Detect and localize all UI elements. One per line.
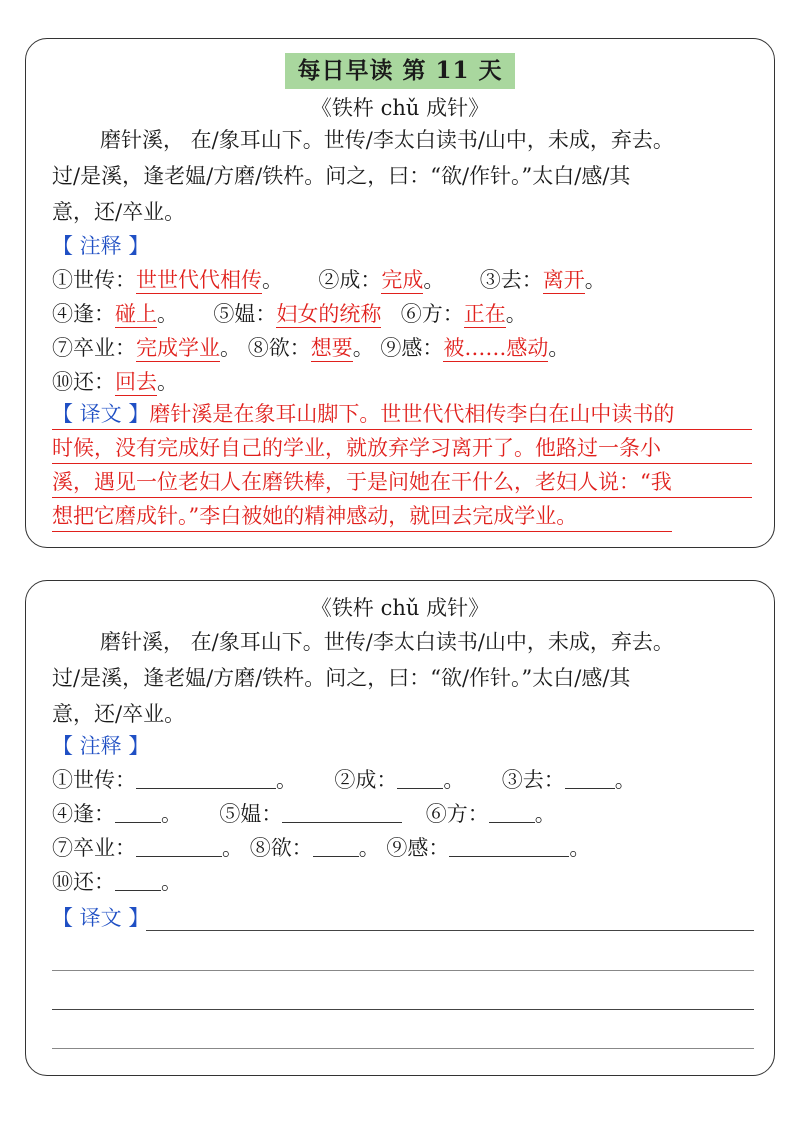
note-term: 世传： [73, 268, 136, 292]
note-num: ⑩ [52, 370, 73, 394]
note-answer: 完成学业 [136, 336, 220, 360]
note-term: 还： [73, 870, 115, 894]
passage-title: 《铁杵 chǔ 成针》 [310, 96, 490, 120]
blank-tail: 。 [534, 802, 556, 826]
note-tail: 。 [352, 336, 374, 360]
note-term: 成： [355, 768, 398, 792]
note-tail: 。 [423, 268, 445, 292]
note-term: 卒业： [73, 836, 136, 860]
passage-line-2: 过/是溪，逢老媪/方磨/铁杵。问之，曰：“欲/作针。”太白/感/其 [52, 164, 631, 188]
note-num: ⑤ [219, 802, 241, 826]
note-num: ⑦ [52, 836, 73, 860]
answer-blank[interactable] [136, 768, 276, 789]
note-tail: 。 [548, 336, 570, 360]
blank-tail: 。 [161, 870, 182, 894]
note-tail: 。 [584, 268, 606, 292]
answer-blank[interactable] [397, 768, 443, 789]
blank-tail: 。 [614, 768, 636, 792]
answer-card [25, 38, 775, 548]
answer-blank[interactable] [313, 836, 359, 857]
translation-blank-line-1[interactable] [146, 930, 754, 931]
blank-tail: 。 [443, 768, 465, 792]
note-num: ⑥ [400, 302, 422, 326]
page-title: 每日早读 第 11 天 [285, 53, 514, 89]
note-term: 方： [446, 802, 489, 826]
answer-blank[interactable] [115, 802, 161, 823]
note-term: 去： [500, 268, 543, 292]
translation-line-3: 溪，遇见一位老妇人在磨铁棒，于是问她在干什么，老妇人说：“我 [52, 469, 752, 498]
note-answer: 想要 [310, 336, 353, 360]
passage-line-2: 过/是溪，逢老媪/方磨/铁杵。问之，曰：“欲/作针。”太白/感/其 [52, 666, 631, 690]
note-term: 还： [73, 370, 115, 394]
notes-row-3 [52, 335, 569, 361]
note-answer: 世世代代相传 [136, 268, 262, 292]
note-term: 世传： [73, 768, 136, 792]
translation-blank-line-3[interactable] [52, 1009, 754, 1010]
note-num: ⑨ [380, 336, 402, 360]
notes-heading: 【 注释 】 [52, 734, 150, 758]
note-term: 逢： [73, 302, 115, 326]
note-term: 方： [421, 302, 464, 326]
note-num: ④ [52, 802, 73, 826]
note-num: ④ [52, 302, 73, 326]
note-tail: 。 [157, 370, 178, 394]
passage-line-1: 磨针溪， 在/象耳山下。世传/李太白读书/山中，未成，弃去。 [100, 128, 674, 152]
note-answer: 妇女的统称 [276, 302, 382, 326]
translation-heading: 【 译文 】 [52, 906, 150, 930]
blank-tail: 。 [358, 836, 380, 860]
notes-row-4 [52, 369, 178, 395]
translation-line-4: 想把它磨成针。”李白被她的精神感动，就回去完成学业。 [52, 503, 672, 532]
note-term: 成： [339, 268, 382, 292]
translation-line-1 [52, 401, 752, 430]
passage-line-1: 磨针溪， 在/象耳山下。世传/李太白读书/山中，未成，弃去。 [100, 630, 674, 654]
blank-row-4 [52, 869, 182, 895]
note-answer: 离开 [542, 268, 585, 292]
note-term: 卒业： [73, 336, 136, 360]
blank-tail: 。 [276, 768, 297, 792]
translation-line-2: 时候，没有完成好自己的学业，就放弃学习离开了。他路过一条小 [52, 435, 752, 464]
note-term: 媪： [234, 302, 277, 326]
note-term: 欲： [268, 336, 311, 360]
note-num: ⑧ [249, 836, 271, 860]
note-num: ⑩ [52, 870, 73, 894]
note-num: ③ [501, 768, 523, 792]
blank-row-3 [52, 835, 590, 861]
note-term: 感： [401, 336, 444, 360]
blank-row-2 [52, 801, 556, 827]
note-term: 逢： [73, 802, 115, 826]
note-term: 媪： [240, 802, 283, 826]
note-tail: 。 [220, 336, 241, 360]
worksheet-card [25, 580, 775, 1076]
passage-line-3: 意，还/卒业。 [52, 702, 186, 726]
notes-row-2 [52, 301, 527, 327]
translation-blank-line-2[interactable] [52, 970, 754, 971]
note-num: ⑤ [213, 302, 235, 326]
answer-blank[interactable] [136, 836, 222, 857]
blank-tail: 。 [161, 802, 182, 826]
blank-tail: 。 [569, 836, 591, 860]
answer-blank[interactable] [115, 870, 161, 891]
note-tail: 。 [262, 268, 283, 292]
note-num: ⑨ [386, 836, 408, 860]
translation-blank-line-4[interactable] [52, 1048, 754, 1049]
note-answer: 完成 [381, 268, 424, 292]
note-answer: 被……感动 [443, 336, 549, 360]
note-tail: 。 [157, 302, 178, 326]
note-term: 去： [522, 768, 565, 792]
note-answer: 正在 [463, 302, 506, 326]
notes-heading: 【 注释 】 [52, 234, 150, 258]
note-num: ① [52, 268, 73, 292]
blank-tail: 。 [222, 836, 243, 860]
note-term: 感： [407, 836, 450, 860]
answer-blank[interactable] [282, 802, 402, 823]
translation-heading: 【 译文 】 [52, 402, 150, 426]
answer-blank[interactable] [565, 768, 615, 789]
answer-blank[interactable] [489, 802, 535, 823]
note-num: ③ [479, 268, 501, 292]
note-answer: 碰上 [115, 302, 157, 326]
note-num: ⑥ [425, 802, 447, 826]
blank-row-1 [52, 767, 636, 793]
note-num: ② [318, 268, 340, 292]
note-num: ② [334, 768, 356, 792]
note-num: ① [52, 768, 73, 792]
note-tail: 。 [505, 302, 527, 326]
passage-title: 《铁杵 chǔ 成针》 [310, 596, 490, 620]
note-num: ⑧ [247, 336, 269, 360]
passage-line-3: 意，还/卒业。 [52, 200, 186, 224]
translation-text: 磨针溪是在象耳山脚下。世世代代相传李白在山中读书的 [149, 402, 675, 426]
note-num: ⑦ [52, 336, 73, 360]
note-term: 欲： [270, 836, 313, 860]
note-answer: 回去 [115, 370, 157, 394]
title-wrap [26, 53, 774, 89]
answer-blank[interactable] [449, 836, 569, 857]
notes-row-1 [52, 267, 606, 293]
